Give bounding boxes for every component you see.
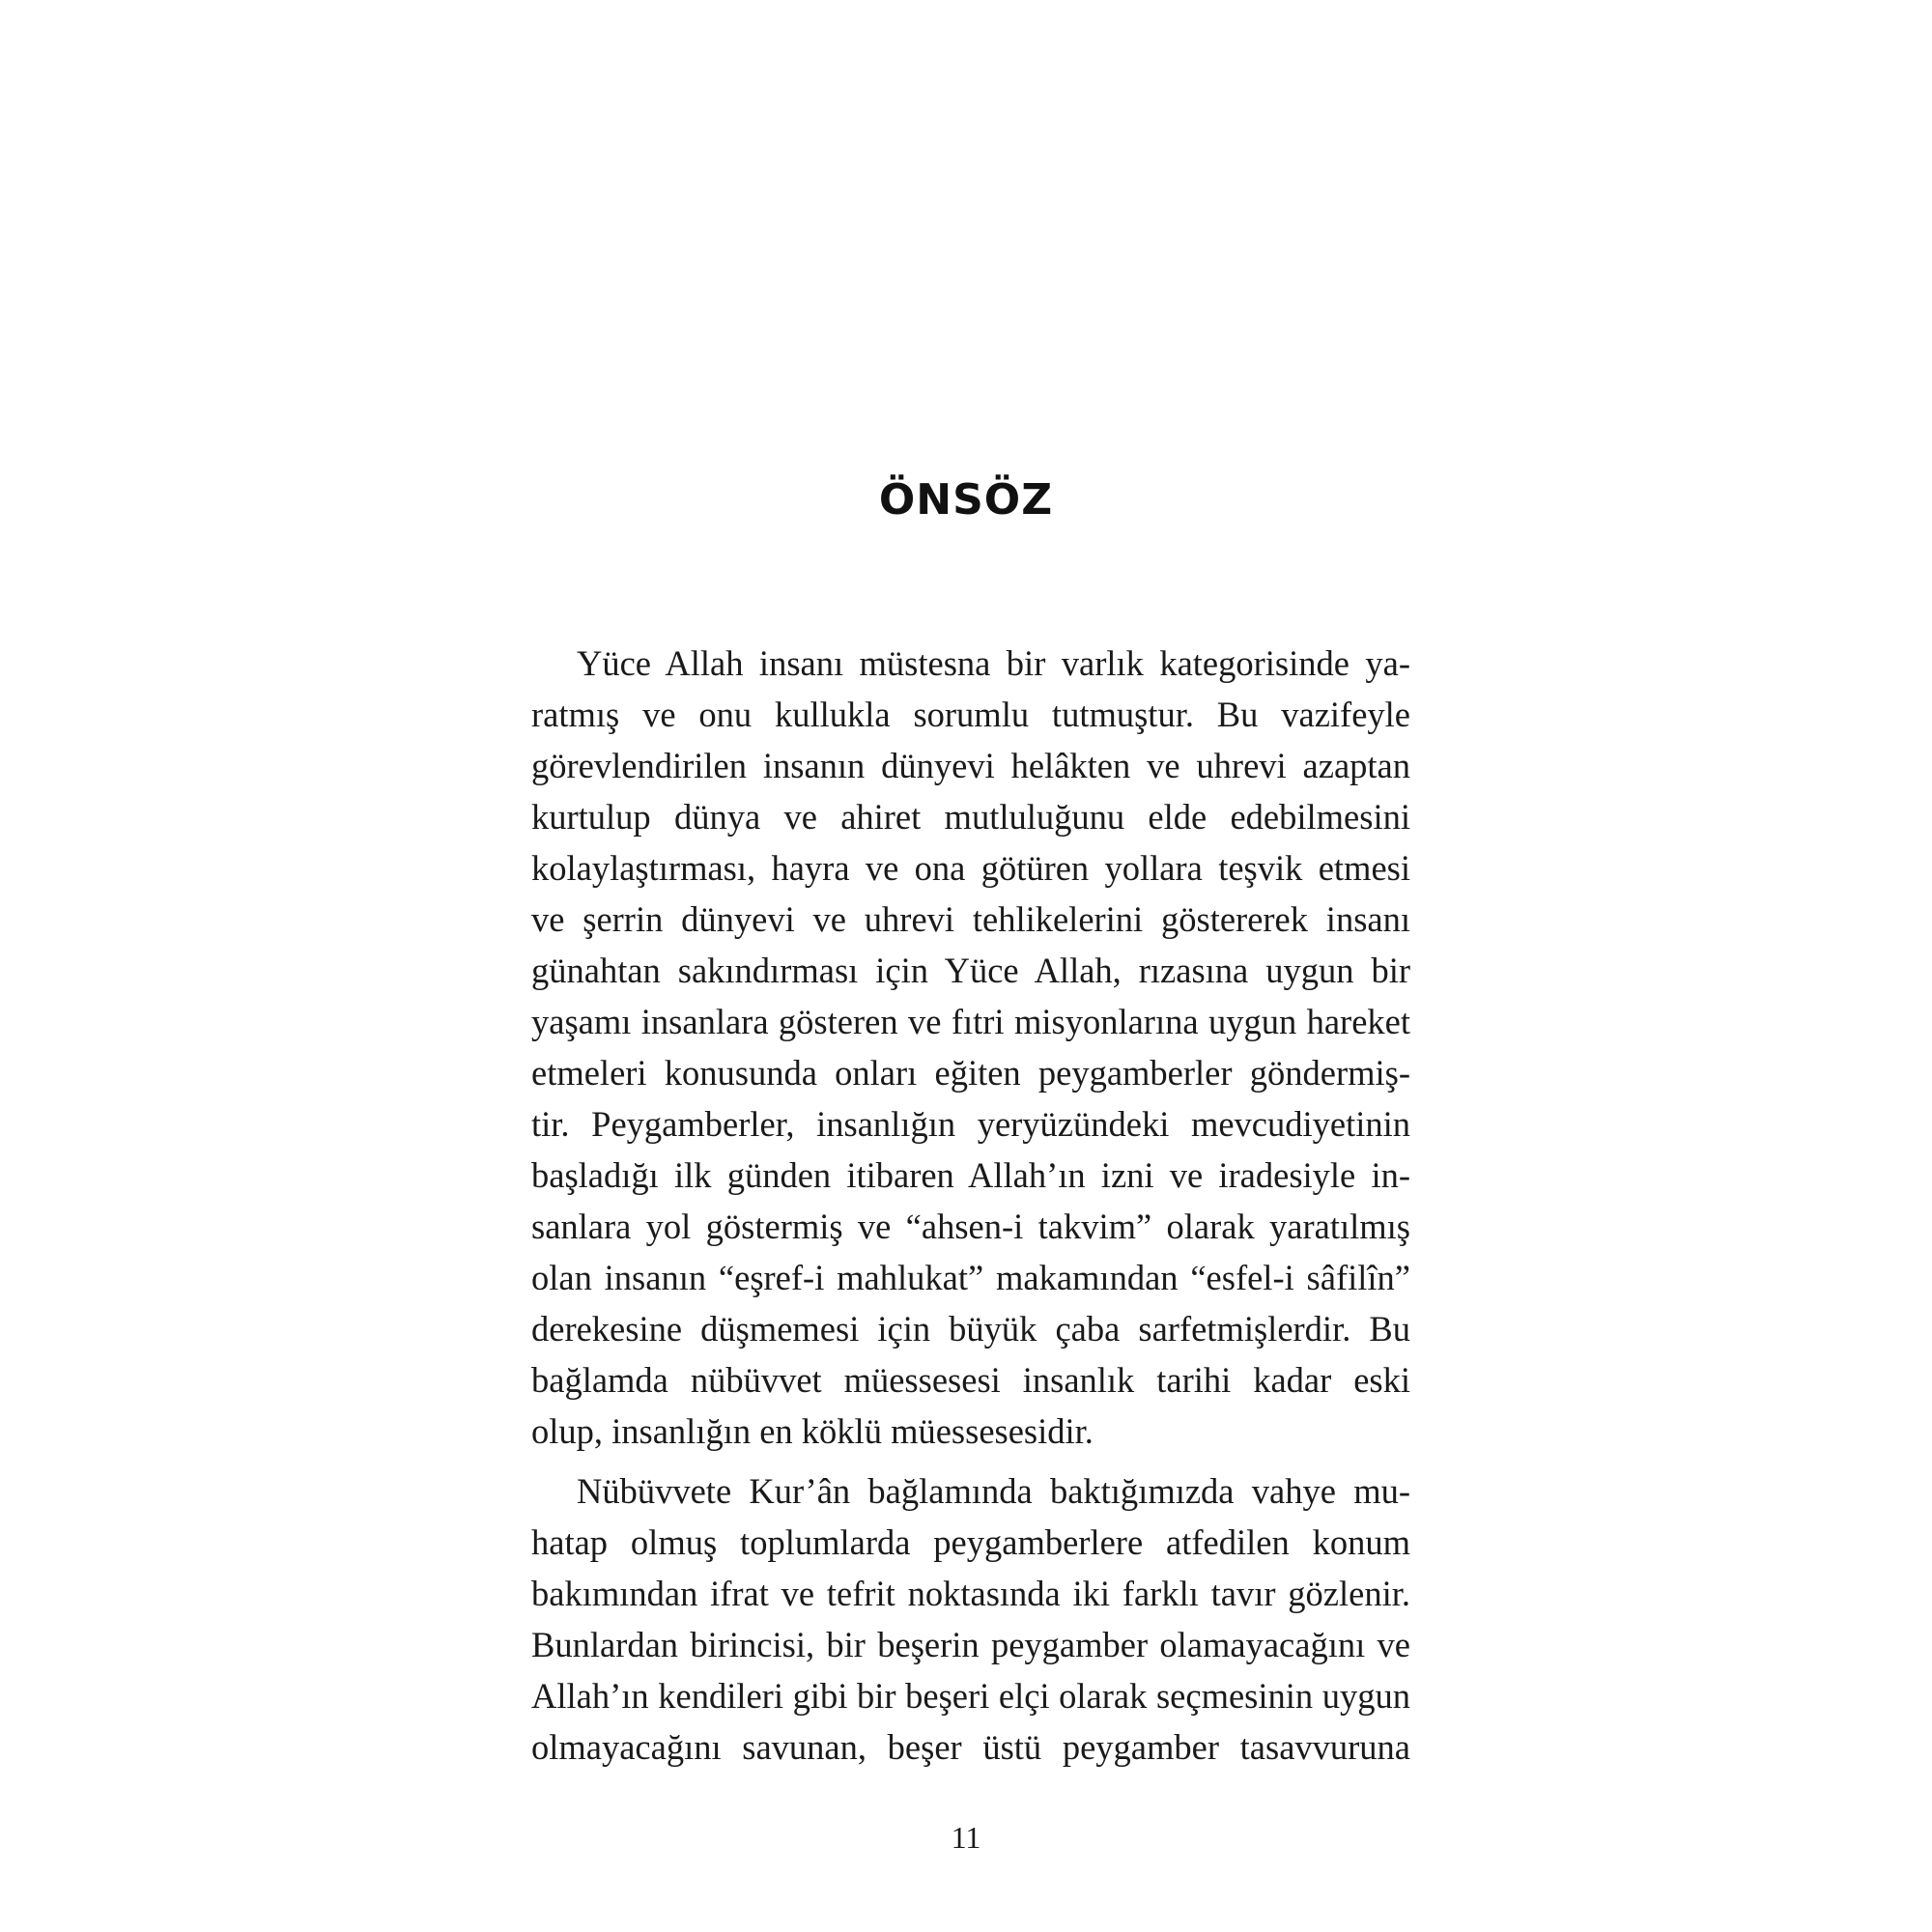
text-line: olmayacağını savunan, beşer üstü peygamber tasavvuruna xyxy=(531,1727,1410,1767)
text-line: yaşamı insanlara gösteren ve fıtri misyonlarına uygun hareket xyxy=(531,1002,1410,1041)
chapter-title: ÖNSÖZ xyxy=(878,475,1054,525)
text-line: görevlendirilen insanın dünyevi helâkten ve uhrevi azaptan xyxy=(531,746,1410,785)
text-line: bağlamda nübüvvet müessesesi insanlık tarihi kadar eski xyxy=(531,1360,1410,1400)
text-line: sanlara yol göstermiş ve “ahsen-i takvim” olarak yaratılmış xyxy=(531,1207,1410,1246)
text-line: Nübüvvete Kur’ân bağlamında baktığımızda vahye mu- xyxy=(577,1471,1410,1511)
paragraph-2 xyxy=(531,1465,1410,1773)
text-line: Bunlardan birincisi, bir beşerin peygamber olamayacağını ve xyxy=(531,1625,1410,1664)
text-line: etmeleri konusunda onları eğiten peygamberler göndermiş- xyxy=(531,1053,1410,1093)
text-line: ratmış ve onu kullukla sorumlu tutmuştur. Bu vazifeyle xyxy=(531,695,1410,734)
text-line: kurtulup dünya ve ahiret mutluluğunu elde edebilmesini xyxy=(531,797,1410,837)
text-line: ve şerrin dünyevi ve uhrevi tehlikelerini göstererek insanı xyxy=(531,899,1410,939)
text-line: Allah’ın kendileri gibi bir beşeri elçi olarak seçmesinin uygun xyxy=(531,1676,1410,1716)
text-line: Yüce Allah insanı müstesna bir varlık kategorisinde ya- xyxy=(577,643,1410,683)
text-line: hatap olmuş toplumlarda peygamberlere atfedilen konum xyxy=(531,1522,1410,1562)
text-line: başladığı ilk günden itibaren Allah’ın izni ve iradesiyle in- xyxy=(531,1155,1410,1195)
text-line: kolaylaştırması, hayra ve ona götüren yollara teşvik etmesi xyxy=(531,848,1410,888)
text-line: günahtan sakındırması için Yüce Allah, rızasına uygun bir xyxy=(531,951,1410,990)
text-line: olup, insanlığın en köklü müessesesidir. xyxy=(531,1411,1094,1451)
text-line: derekesine düşmemesi için büyük çaba sarfetmişlerdir. Bu xyxy=(531,1309,1410,1349)
text-line: bakımından ifrat ve tefrit noktasında iki farklı tavır gözlenir. xyxy=(531,1574,1410,1613)
text-line: tir. Peygamberler, insanlığın yeryüzündeki mevcudiyetinin xyxy=(531,1104,1410,1144)
page-number: 11 xyxy=(951,1820,981,1855)
body-text xyxy=(531,638,1410,1773)
paragraph-1 xyxy=(531,638,1410,1457)
text-line: olan insanın “eşref-i mahlukat” makamından “esfel-i sâfilîn” xyxy=(531,1258,1410,1297)
